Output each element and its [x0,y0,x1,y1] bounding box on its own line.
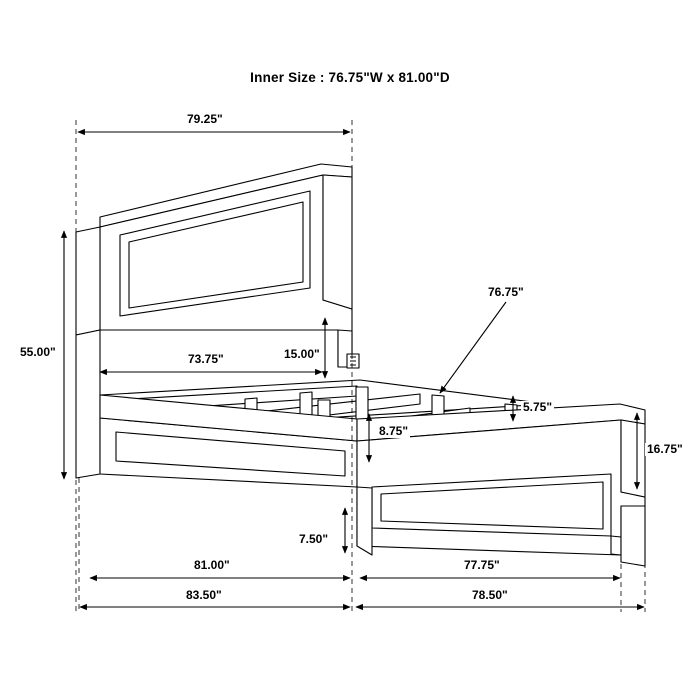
dim-label-footboard-width: 77.75" [464,558,500,572]
dim-label-footboard-height: 16.75" [647,442,683,456]
dim-label-headboard-width: 79.25" [187,112,223,126]
dim-label-floor-clearance: 7.50" [299,532,329,546]
dim-label-inner-width-callout: 76.75" [488,285,524,299]
dim-label-slat-height: 8.75" [379,424,409,438]
dim-label-overall-height: 55.00" [20,345,56,359]
dim-label-overall-depth: 83.50" [186,588,222,602]
bed-outline [76,164,645,566]
dim-label-headboard-leg-height: 15.00" [284,347,320,361]
page-title: Inner Size : 76.75"W x 81.00"D [250,70,450,85]
dim-label-side-rail-length: 81.00" [194,558,230,572]
dim-label-rail-thickness: 5.75" [523,400,553,414]
dim-leader-inner-width [440,302,506,393]
dim-label-overall-width: 78.50" [472,588,508,602]
dim-label-headboard-panel-width: 73.75" [188,352,224,366]
